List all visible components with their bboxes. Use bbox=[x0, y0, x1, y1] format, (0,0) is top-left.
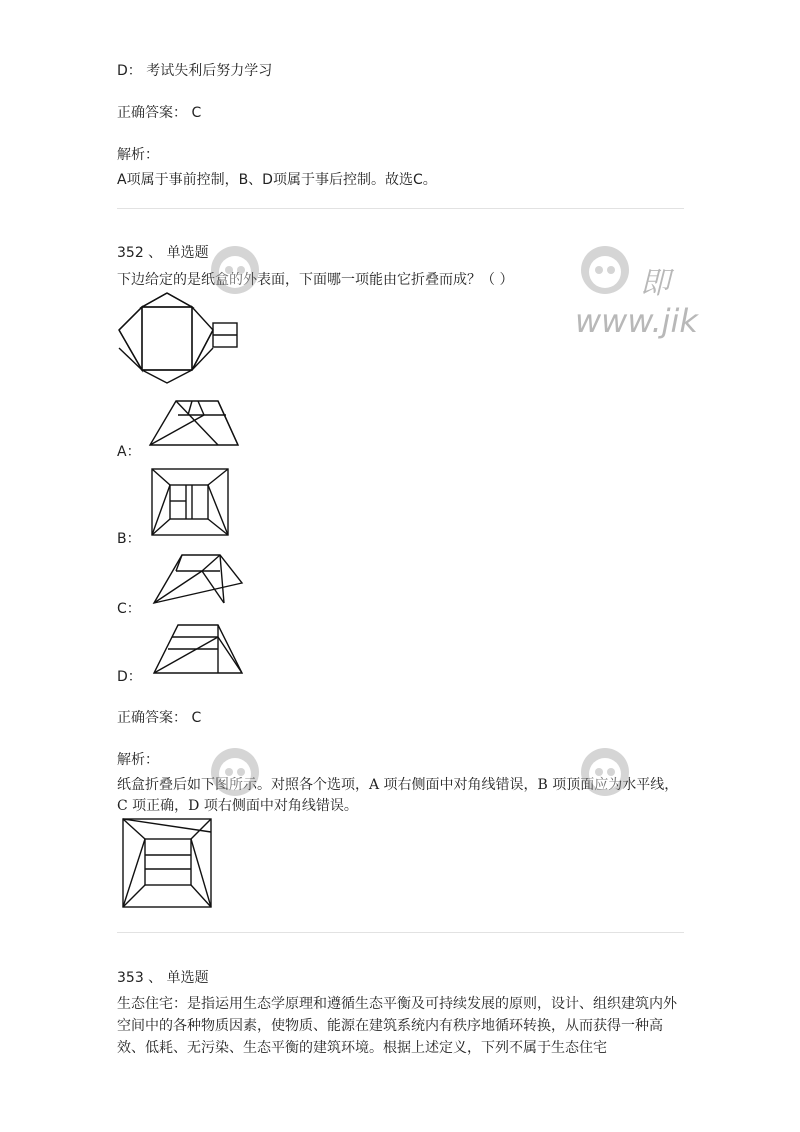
question-stem: 生态住宅：是指运用生态学原理和遵循生态平衡及可持续发展的原则，设计、组织建筑内外空间中的各种物质因素，使物质、能源在建筑系统内有秩序地循环转换，从而获得一种高效、低耗、无污染、生态平衡的建筑环境。根据上述定义，下列不属于生态住宅 bbox=[117, 996, 677, 1056]
analysis-label: 解析： bbox=[117, 752, 159, 768]
folded-box-figure bbox=[121, 817, 213, 909]
analysis-label: 解析： bbox=[117, 147, 159, 163]
answer-text: 正确答案： C bbox=[117, 710, 202, 726]
option-b-label: B： bbox=[117, 531, 141, 547]
divider bbox=[117, 932, 684, 933]
watermark-logo-text: 即 bbox=[640, 266, 670, 301]
option-c-label: C： bbox=[117, 601, 141, 617]
question-header: 352 、 单选题 bbox=[117, 245, 209, 261]
option-b-figure bbox=[150, 467, 230, 537]
box-net-figure bbox=[117, 292, 242, 385]
option-d-figure bbox=[152, 623, 244, 675]
question-stem: 下边给定的是纸盒的外表面，下面哪一项能由它折叠而成？（ ） bbox=[117, 272, 514, 288]
panda-logo-icon bbox=[575, 740, 635, 800]
option-d-text: D： 考试失利后努力学习 bbox=[117, 63, 273, 79]
divider bbox=[117, 208, 684, 209]
analysis-text: A项属于事前控制，B、D项属于事后控制。故选C。 bbox=[117, 172, 437, 188]
panda-logo-icon bbox=[205, 740, 265, 800]
panda-logo-icon bbox=[575, 238, 635, 298]
option-d-label: D： bbox=[117, 669, 142, 685]
option-a-figure bbox=[148, 393, 240, 447]
option-a-label: A： bbox=[117, 444, 141, 460]
answer-text: 正确答案： C bbox=[117, 105, 202, 121]
question-header: 353 、 单选题 bbox=[117, 970, 209, 986]
panda-logo-icon bbox=[205, 238, 265, 298]
watermark-url: www.jik bbox=[575, 302, 698, 340]
option-c-figure bbox=[152, 553, 244, 605]
analysis-text: 纸盒折叠后如下图所示。对照各个选项，A 项右侧面中对角线错误，B 项顶面应为水平线，C 项正确，D 项右侧面中对角线错误。 bbox=[117, 777, 679, 814]
